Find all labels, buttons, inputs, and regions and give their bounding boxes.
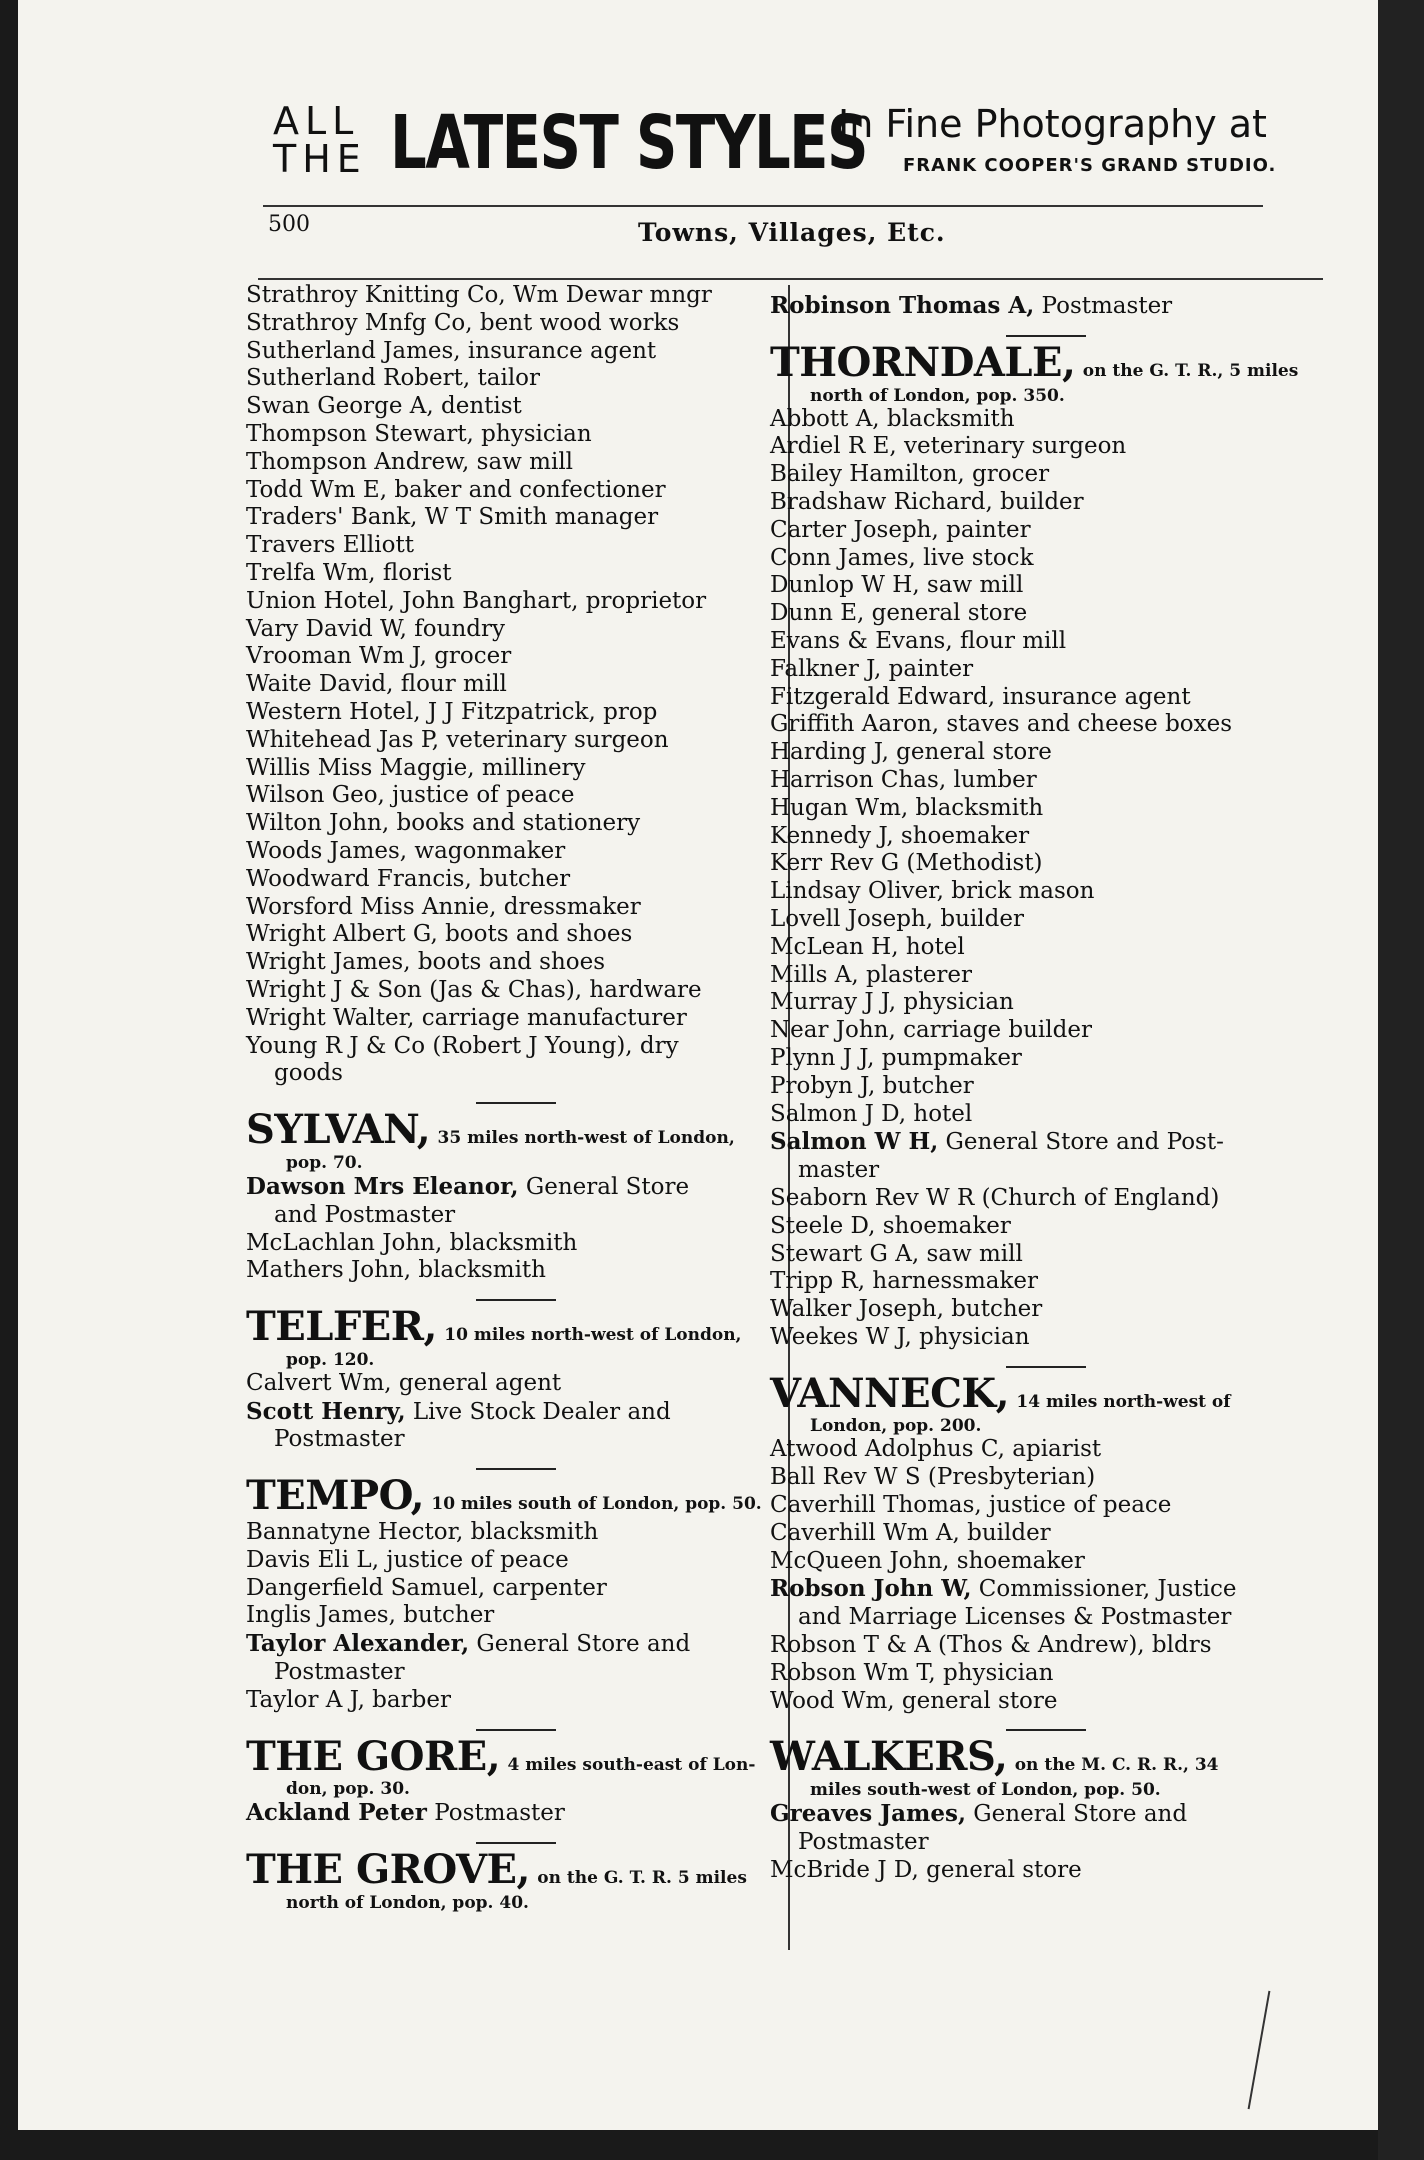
town-description: 14 miles north-west of [1016,1391,1231,1412]
listing-text: Caverhill Thomas, justice of peace [770,1492,1172,1519]
listing-continuation [246,1060,786,1088]
listing-text: Kerr Rev G (Methodist) [770,850,1043,877]
section-divider [1006,335,1086,337]
town-name: THORNDALE, [770,338,1076,386]
listing-entry [246,699,786,727]
listing-entry [770,1128,1322,1157]
listing-text: Traders' Bank, W T Smith manager [246,504,659,531]
town-description: on the G. T. R., 5 miles [1082,360,1299,381]
listing-text: Wood Wm, general store [770,1687,1058,1714]
listing-entry [246,671,786,699]
banner-all: ALL [273,99,360,143]
listing-text: Wright Albert G, boots and shoes [246,921,633,948]
section-divider [1006,1366,1086,1368]
section-divider [476,1299,556,1301]
listing-text: Inglis James, butcher [246,1602,495,1629]
listing-entry [770,1464,1322,1492]
listing-text: Vary David W, foundry [246,615,505,642]
listing-entry [770,1436,1322,1464]
listing-entry [246,560,786,588]
listing-text: Harding J, general store [770,739,1052,766]
listing-entry [770,461,1322,489]
listing-text: General Store [518,1173,690,1200]
listing-text: Seaborn Rev W R (Church of England) [770,1184,1220,1211]
listing-continuation [246,1202,786,1230]
listing-entry [246,949,786,977]
listing-text: Strathroy Knitting Co, Wm Dewar mngr [246,282,712,308]
listing-text: McLachlan John, blacksmith [246,1229,578,1256]
listing-entry [246,393,786,421]
listing-entry [770,1324,1322,1352]
listing-entry [770,962,1322,990]
listing-text: Waite David, flour mill [246,671,507,698]
town-description-cont: miles south-west of London, pop. 50. [810,1780,1161,1801]
listing-text: Kennedy J, shoemaker [770,822,1030,849]
listing-text: Wilton John, books and stationery [246,810,641,837]
listing-name-bold: Robinson Thomas A, [770,292,1035,319]
listing-text: Steele D, shoemaker [770,1212,1011,1239]
town-heading [770,338,1322,386]
listing-entry [770,1268,1322,1296]
town-heading [246,1732,786,1780]
listing-entry [246,1398,786,1427]
listing-entry [246,532,786,560]
page-number: 500 [268,212,310,237]
listing-text: Union Hotel, John Banghart, proprietor [246,587,707,614]
listing-entry [246,1519,786,1547]
town-name: VANNECK, [770,1369,1010,1417]
header-rule [258,278,1323,280]
town-description-cont: north of London, pop. 40. [286,1893,529,1914]
listing-text: master [798,1157,880,1184]
directory-page [18,0,1378,2130]
listing-text: Dunlop W H, saw mill [770,572,1024,599]
listing-entry [246,1575,786,1603]
listing-text: Atwood Adolphus C, apiarist [770,1436,1102,1463]
listing-entry [770,1857,1322,1885]
town-name: SYLVAN, [246,1106,431,1154]
listing-text: Woods James, wagonmaker [246,837,566,864]
town-description: 4 miles south-east of Lon- [507,1754,756,1775]
listing-name-bold: Robson John W, [770,1575,972,1603]
town-heading [246,1472,786,1520]
listing-entry [770,545,1322,573]
listing-continuation [770,1157,1322,1185]
listing-text: Wright Walter, carriage manufacturer [246,1004,687,1031]
town-description: on the G. T. R. 5 miles [537,1868,747,1889]
listing-text: and Marriage Licenses & Postmaster [798,1604,1232,1631]
listing-entry [246,449,786,477]
listing-entry [770,1241,1322,1269]
listing-text: Live Stock Dealer and [405,1398,671,1425]
listing-entry [246,755,786,783]
town-description-cont: London, pop. 200. [810,1416,982,1437]
listing-text: Taylor A J, barber [246,1686,451,1713]
listing-text: Conn James, live stock [770,544,1034,571]
listing-text: Robson Wm T, physician [770,1659,1054,1686]
listing-text: Falkner J, painter [770,655,974,682]
town-description-cont: pop. 120. [286,1349,375,1370]
listing-text: Plynn J J, pumpmaker [770,1044,1022,1071]
listing-text: Robson T & A (Thos & Andrew), bldrs [770,1632,1212,1659]
listing-text: Thompson Andrew, saw mill [246,448,574,475]
listing-text: Western Hotel, J J Fitzpatrick, prop [246,698,658,725]
listing-text: Ardiel R E, veterinary surgeon [770,433,1127,460]
listing-text: Postmaster [798,1829,929,1856]
town-description-cont: don, pop. 30. [286,1779,410,1800]
listing-entry [246,977,786,1005]
banner-latest-styles: LATEST STYLES [390,100,868,186]
listing-entry [770,1575,1322,1604]
listing-text: Wilson Geo, justice of peace [246,782,575,809]
listing-text: Probyn J, butcher [770,1072,974,1099]
listing-text: Trelfa Wm, florist [246,559,452,586]
listing-entry [246,504,786,532]
running-title: Towns, Villages, Etc. [638,218,946,247]
town-name: THE GROVE, [246,1846,530,1894]
listing-text: Salmon J D, hotel [770,1100,973,1127]
listing-text: and Postmaster [274,1201,456,1228]
listing-text: Mills A, plasterer [770,961,973,988]
section-divider [1006,1729,1086,1731]
listing-entry [246,421,786,449]
section-divider [476,1468,556,1470]
town-heading [246,1303,786,1351]
listing-entry [246,338,786,366]
listing-entry [246,1799,786,1828]
banner-rule [263,205,1263,207]
listing-entry [770,823,1322,851]
listing-text: goods [274,1060,343,1087]
page-edge-shadow [1378,0,1424,2160]
town-description: 10 miles south of London, pop. 50. [431,1494,762,1515]
listing-text: McQueen John, shoemaker [770,1547,1085,1574]
section-divider [476,1102,556,1104]
listing-name-bold: Scott Henry, [246,1397,406,1425]
banner-studio-name: FRANK COOPER'S GRAND STUDIO. [903,155,1277,176]
listing-entry [770,1296,1322,1324]
town-description-cont: pop. 70. [286,1152,363,1173]
listing-text: Davis Eli L, justice of peace [246,1546,569,1573]
listing-entry [770,628,1322,656]
listing-entry [246,782,786,810]
listing-text: McLean H, hotel [770,933,965,960]
listing-text: Woodward Francis, butcher [246,865,571,892]
listing-continuation [770,1829,1322,1857]
listing-entry [246,810,786,838]
listing-text: Whitehead Jas P, veterinary surgeon [246,726,669,753]
listing-entry [770,600,1322,628]
listing-entry [246,1257,786,1285]
listing-entry [246,838,786,866]
listing-text: Murray J J, physician [770,989,1014,1016]
listing-entry [246,477,786,505]
listing-entry [770,656,1322,684]
listing-entry [246,866,786,894]
advertisement-banner [258,95,1318,205]
listing-text: Evans & Evans, flour mill [770,627,1067,654]
listing-entry [770,1101,1322,1129]
listing-entry [770,1688,1322,1716]
listing-text: Postmaster [274,1659,405,1686]
listing-entry [770,1520,1322,1548]
listing-entry [246,894,786,922]
listing-text: Stewart G A, saw mill [770,1240,1023,1267]
listing-text: Bailey Hamilton, grocer [770,461,1050,488]
listing-text: Worsford Miss Annie, dressmaker [246,893,641,920]
listing-text: Bannatyne Hector, blacksmith [246,1519,599,1546]
listing-text: Caverhill Wm A, builder [770,1519,1051,1546]
listing-entry [246,1005,786,1033]
listing-entry [770,292,1322,321]
listing-text: Young R J & Co (Robert J Young), dry [246,1032,679,1059]
town-name: THE GORE, [246,1732,501,1780]
left-column [246,282,786,1913]
town-description-cont: north of London, pop. 350. [810,385,1065,406]
listing-entry [770,1073,1322,1101]
listing-text: Lovell Joseph, builder [770,905,1024,932]
listing-text: Harrison Chas, lumber [770,766,1037,793]
town-description: 35 miles north-west of London, [437,1128,735,1149]
listing-entry [246,282,786,310]
listing-name-bold: Ackland Peter [246,1799,427,1827]
town-heading [246,1106,786,1154]
right-column [770,292,1322,1885]
town-description: on the M. C. R. R., 34 [1014,1755,1219,1776]
listing-text: Lindsay Oliver, brick mason [770,878,1095,905]
listing-text: Wright J & Son (Jas & Chas), hardware [246,976,702,1003]
listing-entry [770,684,1322,712]
listing-text: Griffith Aaron, staves and cheese boxes [770,711,1233,738]
listing-entry [770,1213,1322,1241]
listing-text: Walker Joseph, butcher [770,1296,1043,1323]
listing-entry [246,1547,786,1575]
listing-entry [770,489,1322,517]
listing-text: Near John, carriage builder [770,1017,1092,1044]
listing-entry [246,643,786,671]
banner-the: THE [273,137,367,181]
listing-text: Sutherland Robert, tailor [246,365,541,392]
listing-text: Thompson Stewart, physician [246,420,592,447]
listing-text: Vrooman Wm J, grocer [246,643,512,670]
listing-text: Hugan Wm, blacksmith [770,794,1044,821]
listing-text: General Store and [965,1801,1188,1828]
listing-entry [770,1492,1322,1520]
listing-entry [246,365,786,393]
listing-entry [246,1630,786,1659]
listing-entry [246,1602,786,1630]
listing-text: Abbott A, blacksmith [770,405,1015,432]
listing-entry [770,795,1322,823]
listing-entry [770,934,1322,962]
town-heading [770,1733,1322,1781]
listing-text: Postmaster [426,1800,565,1827]
listing-entry [246,727,786,755]
listing-entry [770,517,1322,545]
listing-entry [246,1230,786,1258]
listing-entry [770,767,1322,795]
town-heading [770,1369,1322,1417]
listing-text: Fitzgerald Edward, insurance agent [770,683,1191,710]
listing-text: Commissioner, Justice [971,1576,1237,1603]
listing-entry [770,1800,1322,1829]
listing-text: Dangerfield Samuel, carpenter [246,1574,607,1601]
listing-text: Bradshaw Richard, builder [770,488,1084,515]
listing-text: Postmaster [1034,293,1173,319]
listing-entry [246,1687,786,1715]
listing-text: Dunn E, general store [770,600,1028,627]
listing-text: General Store and Post- [938,1129,1224,1156]
town-description: 10 miles north-west of London, [444,1325,742,1346]
listing-name-bold: Salmon W H, [770,1128,939,1156]
listing-text: Swan George A, dentist [246,393,522,420]
listing-entry [770,906,1322,934]
listing-text: Todd Wm E, baker and confectioner [246,476,666,503]
listing-text: Travers Elliott [246,532,414,559]
listing-entry [246,310,786,338]
listing-entry [770,739,1322,767]
listing-text: Postmaster [274,1426,405,1453]
listing-entry [246,1370,786,1398]
listing-entry [770,1017,1322,1045]
listing-text: Tripp R, harnessmaker [770,1268,1039,1295]
listing-text: Mathers John, blacksmith [246,1257,546,1284]
listing-entry [770,433,1322,461]
town-name: TEMPO, [246,1472,425,1520]
listing-text: Willis Miss Maggie, millinery [246,754,586,781]
listing-entry [246,588,786,616]
listing-text: Ball Rev W S (Presbyterian) [770,1464,1096,1491]
listing-entry [770,878,1322,906]
section-divider [476,1729,556,1731]
listing-text: Calvert Wm, general agent [246,1369,562,1396]
listing-text: Wright James, boots and shoes [246,949,606,976]
listing-entry [770,1660,1322,1688]
listing-text: Sutherland James, insurance agent [246,337,657,364]
listing-entry [770,1548,1322,1576]
town-heading [246,1846,786,1894]
listing-continuation [246,1426,786,1454]
listing-text: General Store and [469,1631,691,1658]
town-name: WALKERS, [770,1733,1008,1781]
listing-entry [246,616,786,644]
listing-name-bold: Taylor Alexander, [246,1630,470,1658]
listing-entry [246,1173,786,1202]
listing-text: McBride J D, general store [770,1856,1082,1883]
listing-entry [770,850,1322,878]
listing-entry [770,406,1322,434]
listing-entry [770,1632,1322,1660]
section-divider [476,1842,556,1844]
listing-entry [770,989,1322,1017]
listing-name-bold: Dawson Mrs Eleanor, [246,1172,519,1200]
listing-text: Weekes W J, physician [770,1323,1030,1350]
listing-entry [770,1185,1322,1213]
pencil-mark [1248,1991,1271,2110]
listing-entry [246,921,786,949]
listing-text: Carter Joseph, painter [770,516,1031,543]
listing-text: Strathroy Mnfg Co, bent wood works [246,309,680,336]
banner-fine-photography: In Fine Photography at [838,102,1267,146]
listing-continuation [246,1659,786,1687]
listing-name-bold: Greaves James, [770,1800,966,1828]
listing-entry [770,711,1322,739]
listing-entry [770,1045,1322,1073]
town-name: TELFER, [246,1303,437,1351]
listing-entry [246,1033,786,1061]
listing-continuation [770,1604,1322,1632]
listing-entry [770,572,1322,600]
